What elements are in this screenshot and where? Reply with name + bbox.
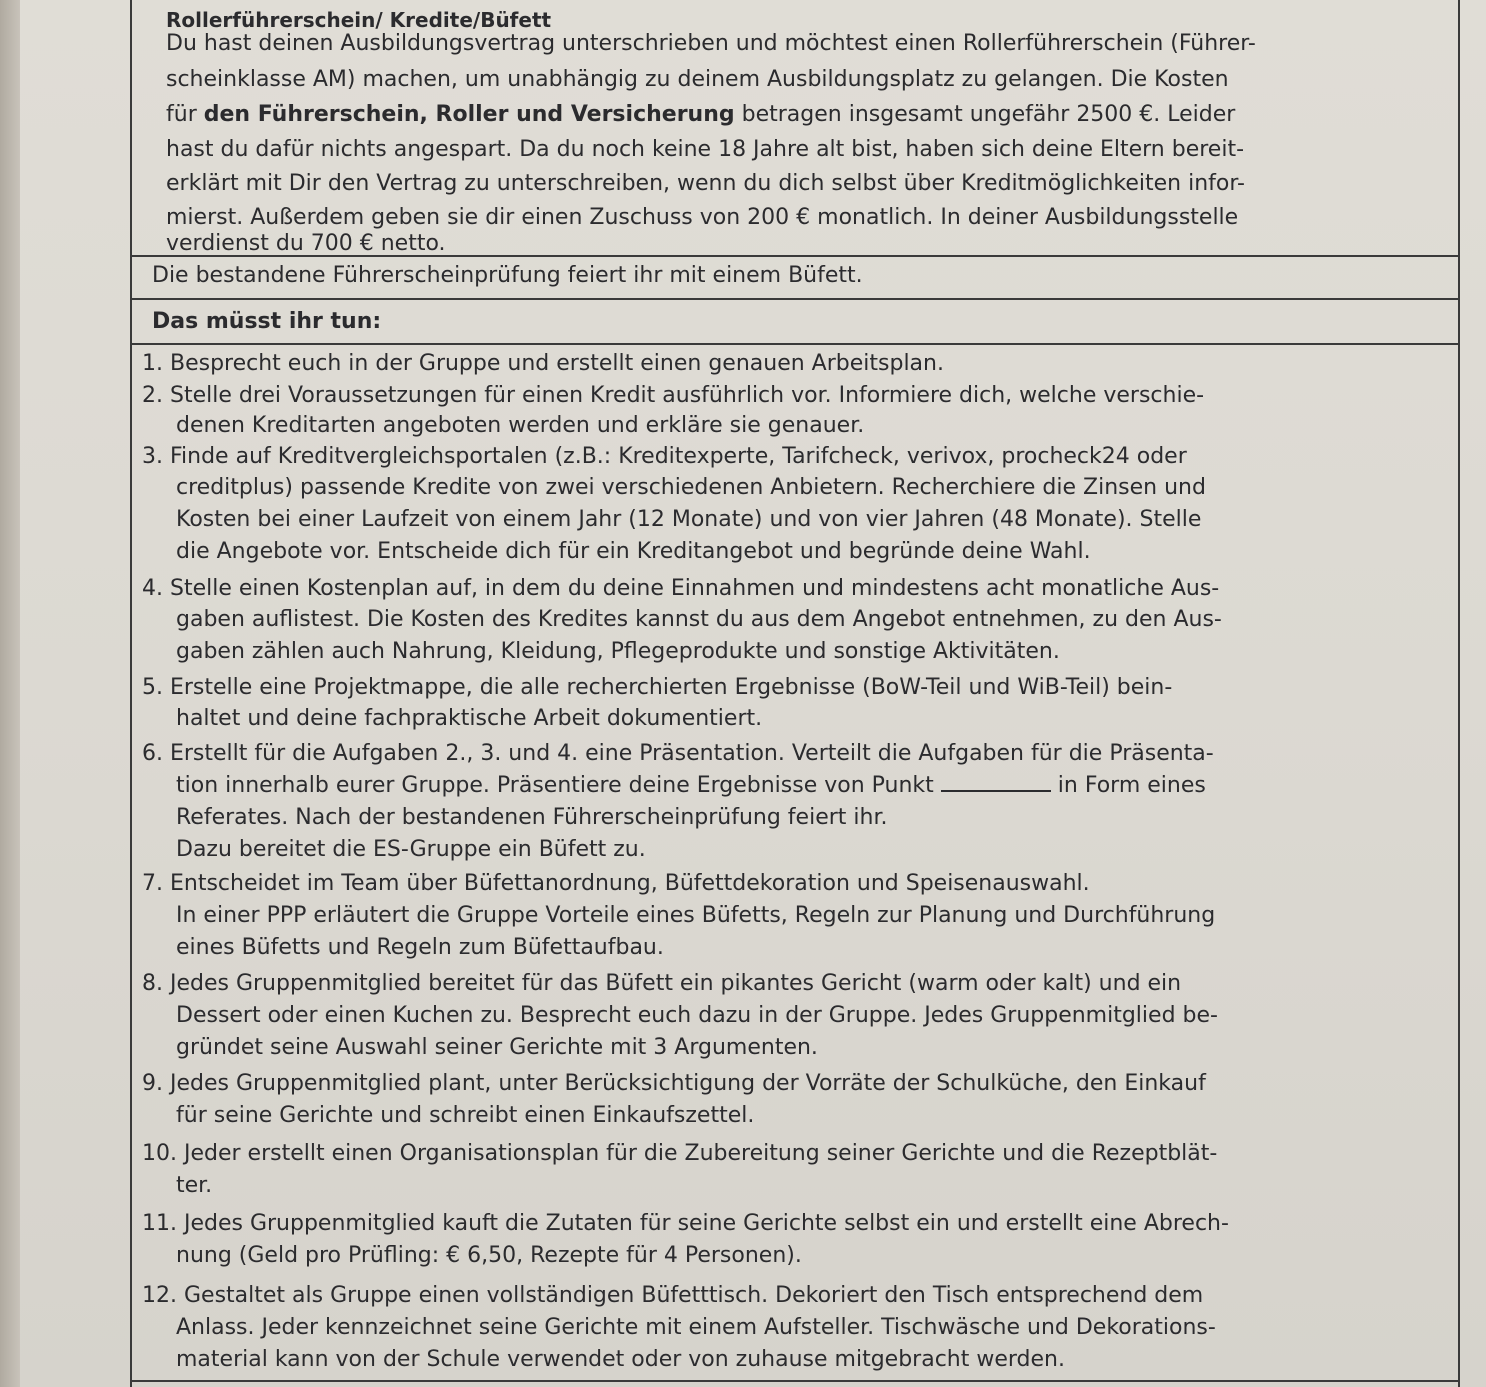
point-blank-field[interactable] — [941, 772, 1051, 792]
task-3-line-4: die Angebote vor. Entscheide dich für ein Kreditangebot und begründe deine Wahl. — [176, 539, 1091, 564]
divider-1 — [132, 255, 1458, 257]
tasks-heading: Das müsst ihr tun: — [152, 309, 382, 334]
task-10-line-1: 10. Jeder erstellt einen Organisationsplan für die Zubereitung seiner Gerichte und die Rezeptblät- — [142, 1141, 1218, 1166]
divider-bottom — [132, 1380, 1458, 1382]
page-shadow-edge — [0, 0, 20, 1387]
task-7-line-3: eines Büfetts und Regeln zum Büfettaufbau. — [176, 935, 664, 960]
task-6-line-2 — [176, 772, 1206, 800]
intro-line-2: scheinklasse AM) machen, um unabhängig zu deinem Ausbildungsplatz zu gelangen. Die Kosten — [166, 67, 1229, 92]
task-8-line-1: 8. Jedes Gruppenmitglied bereitet für das Büfett ein pikantes Gericht (warm oder kalt) und ein — [142, 971, 1182, 996]
task-9-line-2: für seine Gerichte und schreibt einen Einkaufszettel. — [176, 1103, 755, 1128]
task-4-line-3: gaben zählen auch Nahrung, Kleidung, Pflegeprodukte und sonstige Aktivitäten. — [176, 639, 1060, 664]
task-3-line-2: creditplus) passende Kredite von zwei verschiedenen Anbietern. Recherchiere die Zinsen und — [176, 475, 1206, 500]
intro-line-4: hast du dafür nichts angespart. Da du noch keine 18 Jahre alt bist, haben sich deine Eltern bereit- — [166, 137, 1245, 162]
task-5-line-2: haltet und deine fachpraktische Arbeit dokumentiert. — [176, 706, 763, 731]
task-9-line-1: 9. Jedes Gruppenmitglied plant, unter Berücksichtigung der Vorräte der Schulküche, den Einkauf — [142, 1071, 1206, 1096]
task-11-line-2: nung (Geld pro Prüfling: € 6,50, Rezepte für 4 Personen). — [176, 1243, 802, 1268]
intro-line-3-start: für — [166, 102, 204, 127]
divider-3 — [132, 343, 1458, 345]
buffet-announcement: Die bestandene Führerscheinprüfung feiert ihr mit einem Büfett. — [152, 263, 863, 288]
intro-line-6: mierst. Außerdem geben sie dir einen Zuschuss von 200 € monatlich. In deiner Ausbildungsstelle — [166, 205, 1239, 230]
intro-line-5: erklärt mit Dir den Vertrag zu unterschreiben, wenn du dich selbst über Kreditmöglichkeiten infor- — [166, 171, 1245, 196]
task-12-line-2: Anlass. Jeder kennzeichnet seine Gerichte mit einem Aufsteller. Tischwäsche und Dekorations- — [176, 1315, 1216, 1340]
task-6-line-2-start: tion innerhalb eurer Gruppe. Präsentiere deine Ergebnisse von Punkt — [176, 773, 941, 798]
intro-line-3-bold: den Führerschein, Roller und Versicherung — [203, 102, 735, 127]
task-7-line-1: 7. Entscheidet im Team über Büfettanordnung, Büfettdekoration und Speisenauswahl. — [142, 871, 1090, 896]
divider-2 — [132, 298, 1458, 300]
task-12-line-1: 12. Gestaltet als Gruppe einen vollständigen Büfetttisch. Dekoriert den Tisch entsprechend dem — [142, 1283, 1204, 1308]
task-6-line-4: Dazu bereitet die ES-Gruppe ein Büfett zu. — [176, 837, 646, 862]
task-8-line-2: Dessert oder einen Kuchen zu. Besprecht euch dazu in der Gruppe. Jedes Gruppenmitglied be- — [176, 1003, 1218, 1028]
task-6-line-1: 6. Erstellt für die Aufgaben 2., 3. und 4. eine Präsentation. Verteilt die Aufgaben für die Präsenta- — [142, 741, 1214, 766]
task-4-line-2: gaben auflistest. Die Kosten des Kredites kannst du aus dem Angebot entnehmen, zu den Aus- — [176, 607, 1222, 632]
task-5-line-1: 5. Erstelle eine Projektmappe, die alle recherchierten Ergebnisse (BoW-Teil und WiB-Teil) bein- — [142, 675, 1173, 700]
task-2-line-2: denen Kreditarten angeboten werden und erkläre sie genauer. — [176, 413, 865, 438]
task-1: 1. Besprecht euch in der Gruppe und erstellt einen genauen Arbeitsplan. — [142, 351, 944, 376]
intro-line-3-end: betragen insgesamt ungefähr 2500 €. Leider — [734, 102, 1236, 127]
worksheet-page — [20, 0, 1486, 1387]
task-8-line-3: gründet seine Auswahl seiner Gerichte mit 3 Argumenten. — [176, 1035, 818, 1060]
worksheet-table — [130, 0, 1460, 1387]
task-6-line-2-end: in Form eines — [1050, 773, 1206, 798]
task-12-line-3: material kann von der Schule verwendet oder von zuhause mitgebracht werden. — [176, 1347, 1065, 1372]
task-2-line-1: 2. Stelle drei Voraussetzungen für einen Kredit ausführlich vor. Informiere dich, welche verschie- — [142, 383, 1205, 408]
intro-line-1: Du hast deinen Ausbildungsvertrag unterschrieben und möchtest einen Rollerführerschein (Führer- — [166, 31, 1256, 56]
task-4-line-1: 4. Stelle einen Kostenplan auf, in dem du deine Einnahmen und mindestens acht monatliche Aus- — [142, 576, 1220, 601]
task-6-line-3: Referates. Nach der bestandenen Führerscheinprüfung feiert ihr. — [176, 805, 888, 830]
intro-line-7: verdienst du 700 € netto. — [166, 231, 446, 256]
task-11-line-1: 11. Jedes Gruppenmitglied kauft die Zutaten für seine Gerichte selbst ein und erstellt eine Abrech- — [142, 1211, 1229, 1236]
intro-line-3 — [166, 101, 1235, 129]
task-7-line-2: In einer PPP erläutert die Gruppe Vorteile eines Büfetts, Regeln zur Planung und Durchführung — [176, 903, 1216, 928]
task-10-line-2: ter. — [176, 1173, 213, 1198]
task-3-line-1: 3. Finde auf Kreditvergleichsportalen (z.B.: Kreditexperte, Tarifcheck, verivox, procheck24 oder — [142, 444, 1187, 469]
worksheet-title: Rollerführerschein/ Kredite/Büfett — [166, 8, 552, 32]
task-3-line-3: Kosten bei einer Laufzeit von einem Jahr (12 Monate) und von vier Jahren (48 Monate). Stelle — [176, 507, 1202, 532]
